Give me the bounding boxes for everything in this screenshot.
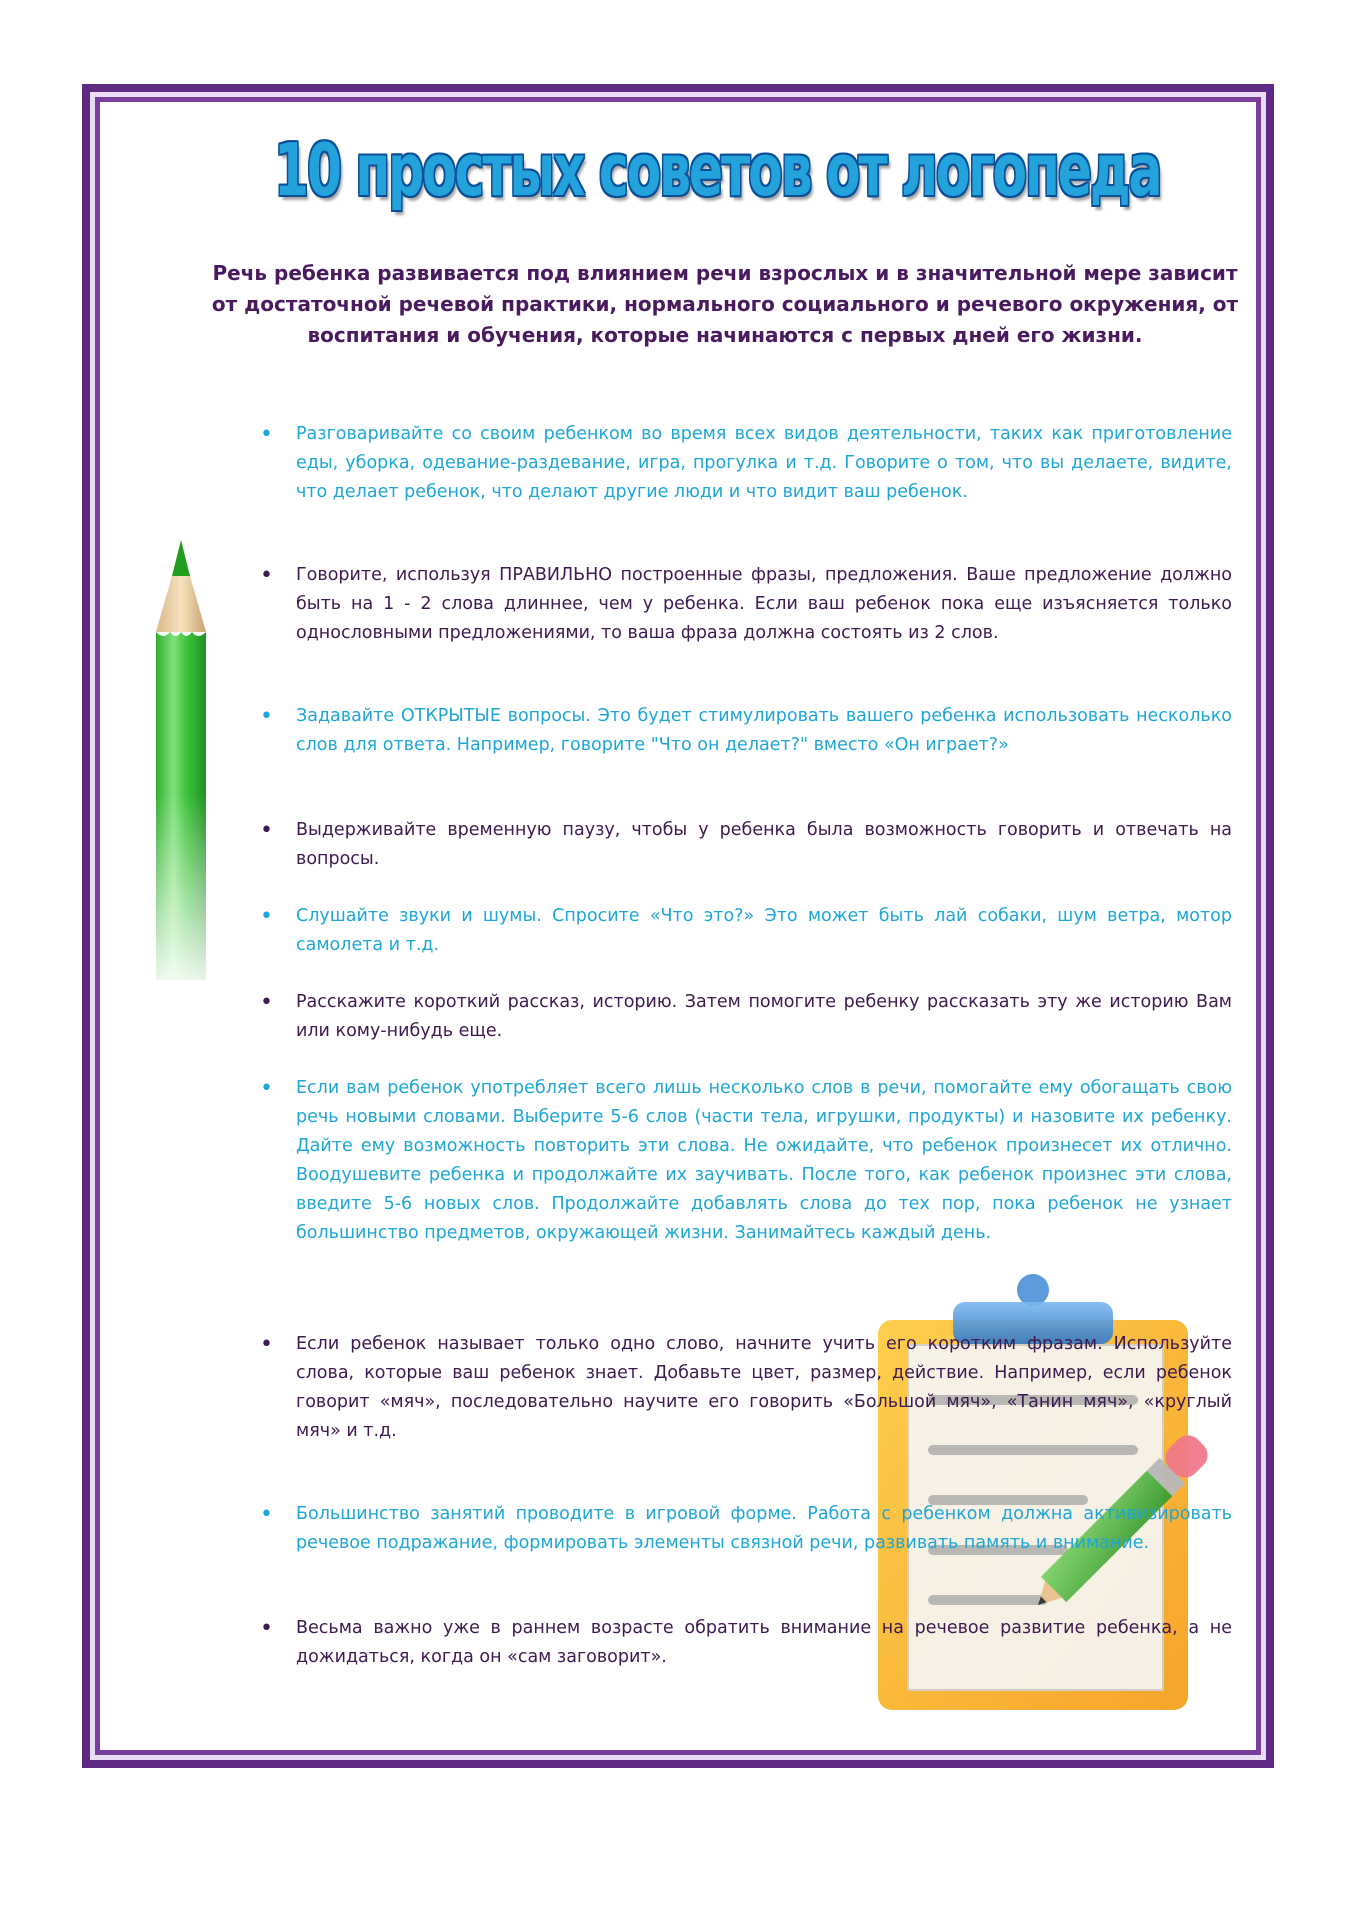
bullet-icon: • (260, 1502, 273, 1527)
tip-item-2 (260, 561, 1232, 648)
bullet-icon: • (260, 1616, 273, 1641)
bullet-icon: • (260, 704, 273, 729)
tip-item-5 (260, 902, 1232, 960)
green-pencil-icon (146, 540, 216, 1000)
tip-item-10 (260, 1614, 1232, 1672)
tip-text: Разговаривайте со своим ребенком во время всех видов деятельности, таких как приготовление еды, уборка, одевание-раздевание, игра, прогулка и т.д. Говорите о том, что вы делаете, видите, что делает ребенок, что делают другие люди и что видит ваш ребенок. (296, 424, 1232, 502)
tip-text: Весьма важно уже в раннем возрасте обратить внимание на речевое развитие ребенка, а не дожидаться, когда он «сам заговорит». (296, 1618, 1232, 1667)
tip-item-3 (260, 702, 1232, 760)
tip-text: Если вам ребенок употребляет всего лишь несколько слов в речи, помогайте ему обогащать свою речь новыми словами. Выберите 5-6 слов (части тела, игрушки, продукты) и назовите их ребенку. Дайте ему возможность повторить эти слова. Не ожидайте, что ребенок произнесет их отлично. Воодушевите ребенка и продолжайте их заучивать. После того, как ребенок произнес эти слова, введите 5-6 новых слов. Продолжайте добавлять слова до тех пор, пока ребенок не узнает большинство предметов, окружающей жизни. Занимайтесь каждый день. (296, 1078, 1232, 1243)
tip-text: Выдерживайте временную паузу, чтобы у ребенка была возможность говорить и отвечать на вопросы. (296, 820, 1232, 869)
tip-item-7 (260, 1074, 1232, 1248)
bullet-icon: • (260, 904, 273, 929)
bullet-icon: • (260, 818, 273, 843)
tip-text: Если ребенок называет только одно слово, начните учить его коротким фразам. Используйте слова, которые ваш ребенок знает. Добавьте цвет, размер, действие. Например, если ребенок говорит «мяч», последовательно научите его говорить «Большой мяч», «Танин мяч», «круглый мяч» и т.д. (296, 1334, 1232, 1441)
bullet-icon: • (260, 990, 273, 1015)
tip-text: Задавайте ОТКРЫТЫЕ вопросы. Это будет стимулировать вашего ребенка использовать несколько слов для ответа. Например, говорите "Что он делает?" вместо «Он играет?» (296, 706, 1232, 755)
bullet-icon: • (260, 1076, 273, 1101)
tip-item-6 (260, 988, 1232, 1046)
bullet-icon: • (260, 1332, 273, 1357)
tip-item-4 (260, 816, 1232, 874)
tip-text: Говорите, используя ПРАВИЛЬНО построенные фразы, предложения. Ваше предложение должно быть на 1 - 2 слова длиннее, чем у ребенка. Если ваш ребенок пока еще изъясняется только однословными предложениями, то ваша фраза должна состоять из 2 слов. (296, 565, 1232, 643)
tip-item-1 (260, 420, 1232, 507)
bullet-icon: • (260, 422, 273, 447)
tip-text: Слушайте звуки и шумы. Спросите «Что это?» Это может быть лай собаки, шум ветра, мотор самолета и т.д. (296, 906, 1232, 955)
intro-text: Речь ребенка развивается под влиянием речи взрослых и в значительной мере зависит от достаточной речевой практики, нормального социального и речевого окружения, от воспитания и обучения, которые начинаются с первых дней его жизни. (211, 261, 1239, 347)
tip-item-8 (260, 1330, 1232, 1446)
page-title: 10 простых советов от логопеда (274, 128, 1161, 212)
tip-item-9 (260, 1500, 1232, 1558)
tip-text: Расскажите короткий рассказ, историю. Затем помогите ребенку рассказать эту же историю Вам или кому-нибудь еще. (296, 992, 1232, 1041)
tip-text: Большинство занятий проводите в игровой форме. Работа с ребенком должна активизировать речевое подражание, формировать элементы связной речи, развивать память и внимание. (296, 1504, 1232, 1553)
bullet-icon: • (260, 563, 273, 588)
